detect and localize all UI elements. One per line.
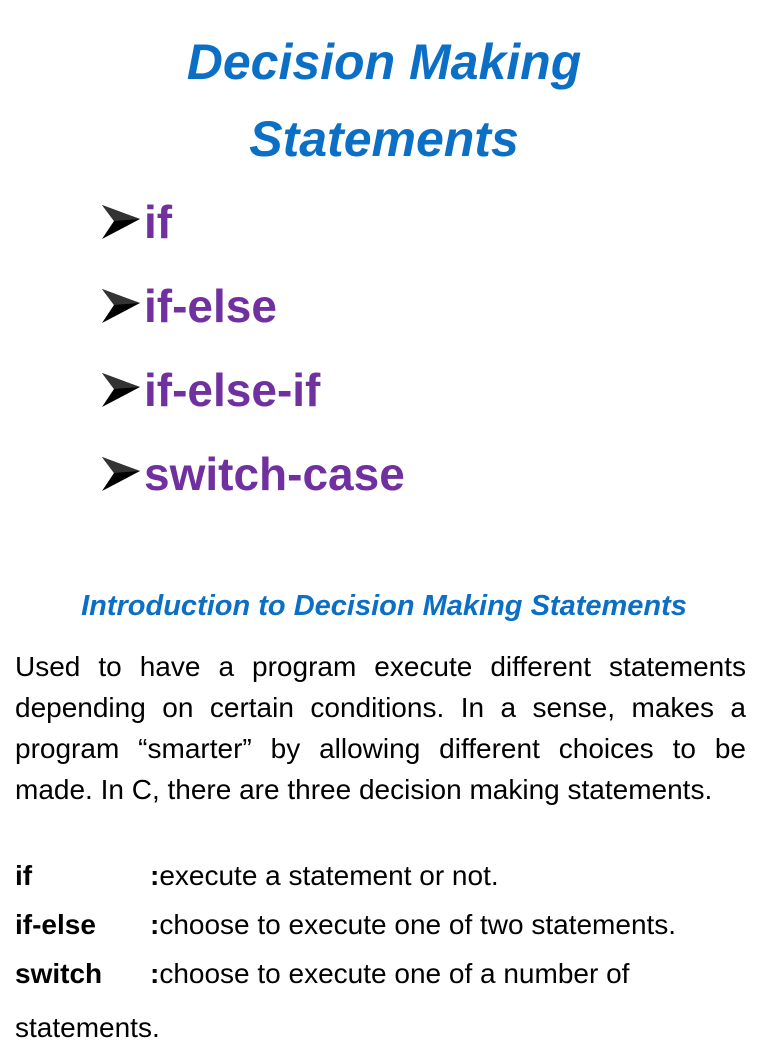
bullet-item-if-else	[100, 264, 405, 348]
bullet-label: if	[144, 196, 173, 248]
bullet-item-if	[100, 180, 405, 264]
bullet-item-switch-case	[100, 432, 405, 516]
definition-row-if	[15, 860, 755, 909]
intro-paragraph: Used to have a program execute different statements depending on certain conditions. In a sense, makes a program “smarter” by allowing different choices to be made. In C, there are three decision making statements.	[15, 651, 746, 805]
definition-row-switch	[15, 958, 755, 1007]
arrowhead-bullet-icon	[100, 367, 142, 413]
arrowhead-bullet-icon	[100, 199, 142, 245]
definition-row-if-else	[15, 909, 755, 958]
definition-colon: :	[150, 860, 160, 891]
definition-term: switch	[15, 958, 103, 989]
definition-text: choose to execute one of a number of	[159, 958, 630, 989]
definition-text: execute a statement or not.	[159, 860, 499, 891]
definition-term: if-else	[15, 909, 96, 940]
intro-heading: Introduction to Decision Making Statements	[81, 590, 687, 622]
arrowhead-bullet-icon	[100, 283, 142, 329]
definition-colon: :	[150, 909, 160, 940]
page-title-line-1: Decision Making	[186, 34, 582, 90]
arrowhead-bullet-icon	[100, 451, 142, 497]
definition-term: if	[15, 860, 33, 891]
page-title-line-2: Statements	[249, 111, 519, 167]
bullet-item-if-else-if	[100, 348, 405, 432]
bullet-label: if-else	[144, 280, 277, 332]
bullet-label: if-else-if	[144, 364, 321, 416]
definition-continuation: statements.	[15, 1012, 160, 1043]
statement-bullet-list	[100, 180, 405, 516]
bullet-label: switch-case	[144, 448, 405, 500]
definition-list	[15, 860, 755, 1048]
definition-text: choose to execute one of two statements.	[159, 909, 677, 940]
definition-colon: :	[150, 958, 160, 989]
